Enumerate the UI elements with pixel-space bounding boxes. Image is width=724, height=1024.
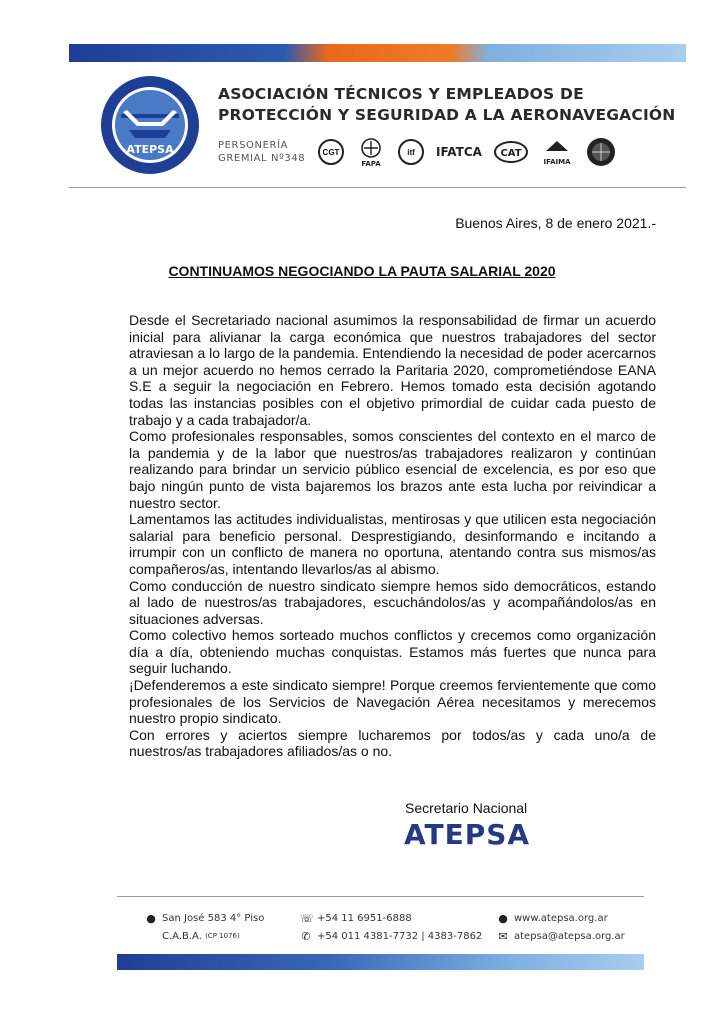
location-pin-icon: ● (146, 911, 156, 925)
letter-title: CONTINUAMOS NEGOCIANDO LA PAUTA SALARIAL 2020 (168, 263, 556, 279)
atepsa-seal-logo (99, 74, 201, 176)
email-icon: ✉ (498, 929, 508, 943)
letter-body (129, 312, 656, 760)
header-divider (69, 187, 686, 188)
svg-text:CAT: CAT (500, 148, 522, 159)
personeria-line1: PERSONERÍA (218, 140, 289, 151)
cat-logo-icon (494, 141, 528, 163)
footer-divider (117, 896, 644, 897)
signature-logo: ATEPSA (404, 818, 531, 851)
svg-text:FAPA: FAPA (361, 160, 381, 167)
website-link[interactable]: www.atepsa.org.ar (514, 912, 608, 924)
phone-numbers[interactable]: +54 011 4381-7732 | 4383-7862 (317, 930, 483, 942)
paragraph: Como profesionales responsables, somos conscientes del contexto en el marco de la pandemia y de la labor que nuestros/as trabajadores realizaron y continúan realizando para brindar un servicio público esencial de excelencia, es por eso que bajo ningún punto de vista bajaremos los brazos ante esta lucha por reivindicar a nuestro sector. (129, 428, 656, 511)
email-link[interactable]: atepsa@atepsa.org.ar (514, 930, 625, 942)
fapa-logo-icon (356, 137, 386, 167)
personeria-line2: GREMIAL Nº348 (218, 153, 306, 164)
footer-color-bar (117, 954, 644, 970)
header-color-bar (69, 44, 686, 62)
footer-phones (300, 909, 482, 945)
ifatca-logo-icon: IFATCA (436, 145, 482, 159)
cgt-logo-icon: CGT (318, 139, 344, 165)
address-line2: C.A.B.A. (162, 930, 202, 942)
letter-date: Buenos Aires, 8 de enero 2021.- (455, 215, 656, 231)
paragraph: Lamentamos las actitudes individualistas, mentirosas y que utilicen esta negociación salarial para beneficio personal. Desprestigiando, desinformando e incitando a irrumpir con un conflicto de manera no oportuna, atentando contra sus mismos/as compañeros/as, intentando llevarlos/as al abismo. (129, 511, 656, 577)
signature-title: Secretario Nacional (405, 800, 528, 816)
address-line1: San José 583 4° Piso (162, 912, 265, 924)
seal-text: ATEPSA (126, 143, 174, 156)
phone-icon: ✆ (301, 929, 311, 943)
paragraph: Desde el Secretariado nacional asumimos la responsabilidad de firmar un acuerdo inicial para alivianar la carga económica que nuestros trabajadores del sector atraviesan a lo largo de la pandemia. Entendiendo la necesidad de poder acercarnos a un mejor acuerdo no hemos cerrado la Paritaria 2020, comprometiéndose EANA S.E a seguir la negociación en Febrero. Hemos tomado esta decisión agotando todas las instancias posibles con el objetivo primordial de cuidar cada puesto de trabajo y a cada trabajador/a. (129, 312, 656, 428)
paragraph: Como colectivo hemos sorteado muchos conflictos y crecemos como organización día a día, obteniendo muchas conquistas. Estamos más fuertes que nunca para seguir luchando. (129, 627, 656, 677)
globe-logo-icon (586, 137, 616, 167)
footer-contact (497, 909, 625, 945)
paragraph: Con errores y aciertos siempre lucharemos por todos/as y cada uno/a de nuestros/as trabajadores afiliados/as o no. (129, 726, 656, 760)
svg-text:IFAIMA: IFAIMA (543, 158, 571, 166)
paragraph: ¡Defenderemos a este sindicato siempre! Porque creemos fervientemente que como profesionales de los Servicios de Navegación Aérea necesitamos y merecemos nuestro propio sindicato. (129, 677, 656, 727)
globe-icon: ● (498, 911, 508, 925)
org-name-line1: ASOCIACIÓN TÉCNICOS Y EMPLEADOS DE (218, 85, 584, 103)
address-cp: (CP 1076) (205, 932, 240, 940)
itf-logo-icon: itf (398, 139, 424, 165)
footer-address (145, 909, 264, 945)
organization-name (218, 84, 678, 126)
whatsapp-number[interactable]: +54 11 6951-6888 (317, 912, 412, 924)
personeria-gremial (218, 139, 305, 165)
whatsapp-icon: ☏ (300, 911, 314, 925)
paragraph: Como conducción de nuestro sindicato siempre hemos sido democráticos, estando al lado de nuestros/as trabajadores, escuchándolos/as y acompañándolos/as en situaciones adversas. (129, 577, 656, 627)
ifaima-logo-icon (540, 137, 574, 167)
affiliate-logos (318, 136, 616, 168)
org-name-line2: PROTECCIÓN Y SEGURIDAD A LA AERONAVEGACIÓN (218, 106, 676, 124)
